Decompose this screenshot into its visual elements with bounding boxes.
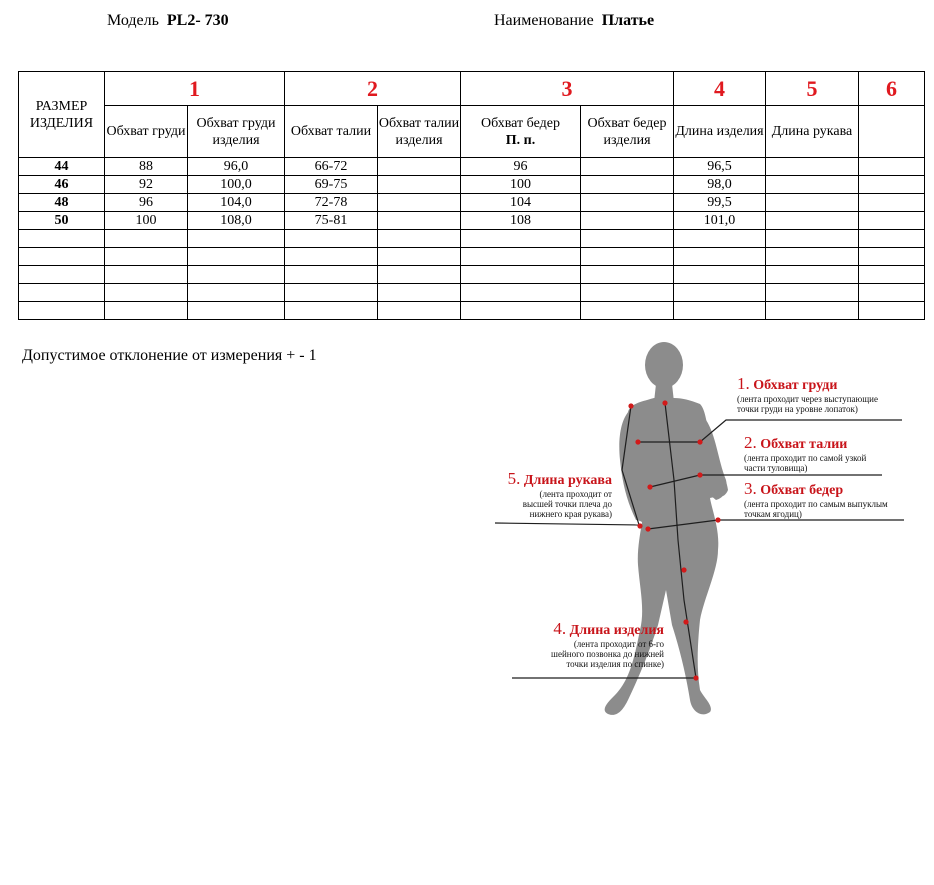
chest-desc-2: точки груди на уровне лопаток)	[737, 404, 858, 414]
table-cell	[766, 212, 859, 230]
hips-desc-1: (лента проходит по самым выпуклым	[744, 499, 888, 509]
waist-number: 2.	[744, 433, 757, 452]
sleeve-title: Длина рукава	[523, 473, 612, 488]
table-cell	[105, 302, 188, 320]
sleeve-desc-1: (лента проходит от	[539, 489, 612, 499]
table-cell	[766, 266, 859, 284]
table-cell	[581, 230, 674, 248]
size-cell: 50	[19, 212, 105, 230]
table-cell	[859, 176, 925, 194]
header-waist-body: Обхват талии	[285, 106, 378, 158]
table-cell	[461, 248, 581, 266]
table-cell: 69-75	[285, 176, 378, 194]
header-hips-garment: Обхват бедер изделия	[581, 106, 674, 158]
table-cell	[285, 248, 378, 266]
table-cell	[674, 302, 766, 320]
hips-title: Обхват бедер	[760, 483, 844, 498]
size-cell: 44	[19, 158, 105, 176]
table-cell: 101,0	[674, 212, 766, 230]
size-cell	[19, 266, 105, 284]
table-cell	[859, 302, 925, 320]
waist-desc-1: (лента проходит по самой узкой	[744, 453, 867, 463]
model-label: Модель	[107, 12, 159, 29]
sleeve-number: 5.	[507, 469, 521, 488]
table-cell	[378, 284, 461, 302]
group-number-6: 6	[859, 72, 925, 106]
table-cell	[188, 284, 285, 302]
size-cell	[19, 230, 105, 248]
annotation-hips	[744, 479, 888, 519]
table-cell	[859, 212, 925, 230]
chest-desc-1: (лента проходит через выступающие	[737, 394, 878, 404]
length-title: Длина изделия	[569, 623, 664, 638]
table-row	[19, 302, 925, 320]
chest-number: 1.	[737, 374, 750, 393]
table-cell	[581, 248, 674, 266]
table-cell	[378, 302, 461, 320]
table-cell	[859, 284, 925, 302]
annotation-length	[528, 619, 664, 669]
table-cell	[188, 266, 285, 284]
table-cell	[581, 212, 674, 230]
header-hips-body-line1: Обхват бедер	[481, 115, 560, 131]
table-row	[19, 158, 925, 176]
table-cell	[766, 248, 859, 266]
table-cell: 96,5	[674, 158, 766, 176]
table-cell	[378, 230, 461, 248]
group-number-3: 3	[461, 72, 674, 106]
header-extra	[859, 106, 925, 158]
table-row	[19, 194, 925, 212]
table-cell: 108,0	[188, 212, 285, 230]
name-value: Платье	[601, 12, 655, 29]
table-cell	[859, 248, 925, 266]
size-cell	[19, 302, 105, 320]
waist-desc-2: части туловища)	[744, 463, 808, 473]
table-cell	[766, 194, 859, 212]
table-cell	[105, 284, 188, 302]
size-cell	[19, 248, 105, 266]
group-number-4: 4	[674, 72, 766, 106]
header-hips-body	[461, 106, 581, 158]
group-number-row	[19, 72, 925, 106]
table-cell	[285, 230, 378, 248]
header-waist-garment: Обхват талии изделия	[378, 106, 461, 158]
table-cell	[581, 194, 674, 212]
group-number-2: 2	[285, 72, 461, 106]
table-cell	[461, 230, 581, 248]
table-cell	[674, 230, 766, 248]
group-number-5: 5	[766, 72, 859, 106]
size-table	[18, 71, 925, 320]
group-number-1: 1	[105, 72, 285, 106]
table-cell: 100,0	[188, 176, 285, 194]
table-cell	[378, 248, 461, 266]
table-cell	[285, 266, 378, 284]
name-label: Наименование	[494, 12, 594, 29]
header-hips-body-line2: П. п.	[505, 132, 536, 148]
table-cell	[105, 266, 188, 284]
sleeve-desc-3: нижнего края рукава)	[529, 509, 612, 519]
length-desc-1: (лента проходит от 6-го	[573, 639, 664, 649]
model-value: PL2- 730	[166, 12, 229, 29]
name-header	[494, 12, 654, 30]
table-cell	[378, 158, 461, 176]
table-cell	[766, 230, 859, 248]
table-cell	[766, 176, 859, 194]
table-cell	[461, 302, 581, 320]
table-cell	[581, 176, 674, 194]
table-cell: 98,0	[674, 176, 766, 194]
table-cell	[285, 302, 378, 320]
size-cell: 46	[19, 176, 105, 194]
table-row	[19, 176, 925, 194]
table-cell: 104	[461, 194, 581, 212]
table-cell	[188, 248, 285, 266]
table-cell	[461, 266, 581, 284]
table-row	[19, 212, 925, 230]
table-cell	[859, 230, 925, 248]
annotation-waist	[744, 433, 866, 473]
table-cell	[581, 302, 674, 320]
annotation-sleeve	[500, 469, 612, 519]
table-cell	[461, 284, 581, 302]
table-cell	[581, 284, 674, 302]
table-cell	[378, 212, 461, 230]
table-cell: 100	[461, 176, 581, 194]
header-chest-body: Обхват груди	[105, 106, 188, 158]
model-header	[107, 12, 229, 30]
table-cell	[188, 302, 285, 320]
table-cell	[378, 176, 461, 194]
table-cell	[674, 248, 766, 266]
length-desc-2: шейного позвонка до нижней	[551, 649, 664, 659]
table-cell: 100	[105, 212, 188, 230]
table-cell	[378, 266, 461, 284]
size-cell	[19, 284, 105, 302]
size-cell: 48	[19, 194, 105, 212]
size-header: РАЗМЕР ИЗДЕЛИЯ	[19, 72, 105, 158]
table-cell	[105, 248, 188, 266]
length-number: 4.	[553, 619, 567, 638]
chest-title: Обхват груди	[753, 378, 838, 393]
table-cell	[581, 158, 674, 176]
table-row	[19, 248, 925, 266]
table-cell	[188, 230, 285, 248]
length-desc-3: точки изделия по спинке)	[566, 659, 664, 669]
header-length: Длина изделия	[674, 106, 766, 158]
table-cell	[766, 284, 859, 302]
table-row	[19, 284, 925, 302]
table-cell: 96	[105, 194, 188, 212]
table-cell	[766, 302, 859, 320]
table-cell	[674, 266, 766, 284]
table-cell: 96	[461, 158, 581, 176]
table-cell	[581, 266, 674, 284]
table-row	[19, 230, 925, 248]
table-cell	[859, 266, 925, 284]
table-cell	[285, 284, 378, 302]
annotation-chest	[737, 374, 878, 414]
table-cell	[766, 158, 859, 176]
sleeve-pointer-line	[495, 523, 640, 525]
table-cell	[859, 194, 925, 212]
sleeve-desc-2: высшей точки плеча до	[522, 499, 612, 509]
table-cell: 72-78	[285, 194, 378, 212]
table-cell: 66-72	[285, 158, 378, 176]
column-header-row	[19, 106, 925, 158]
header-sleeve: Длина рукава	[766, 106, 859, 158]
table-cell: 75-81	[285, 212, 378, 230]
table-cell: 96,0	[188, 158, 285, 176]
table-cell	[378, 194, 461, 212]
header-chest-garment: Обхват груди изделия	[188, 106, 285, 158]
tolerance-note: Допустимое отклонение от измерения + - 1	[22, 347, 317, 364]
table-cell: 99,5	[674, 194, 766, 212]
measurement-figure	[490, 340, 930, 735]
table-row	[19, 266, 925, 284]
table-cell: 108	[461, 212, 581, 230]
table-cell	[674, 284, 766, 302]
table-cell	[105, 230, 188, 248]
table-cell: 92	[105, 176, 188, 194]
table-cell	[859, 158, 925, 176]
hips-desc-2: точкам ягодиц)	[744, 509, 802, 519]
hips-number: 3.	[744, 479, 757, 498]
waist-title: Обхват талии	[760, 437, 848, 452]
table-cell: 88	[105, 158, 188, 176]
table-cell: 104,0	[188, 194, 285, 212]
